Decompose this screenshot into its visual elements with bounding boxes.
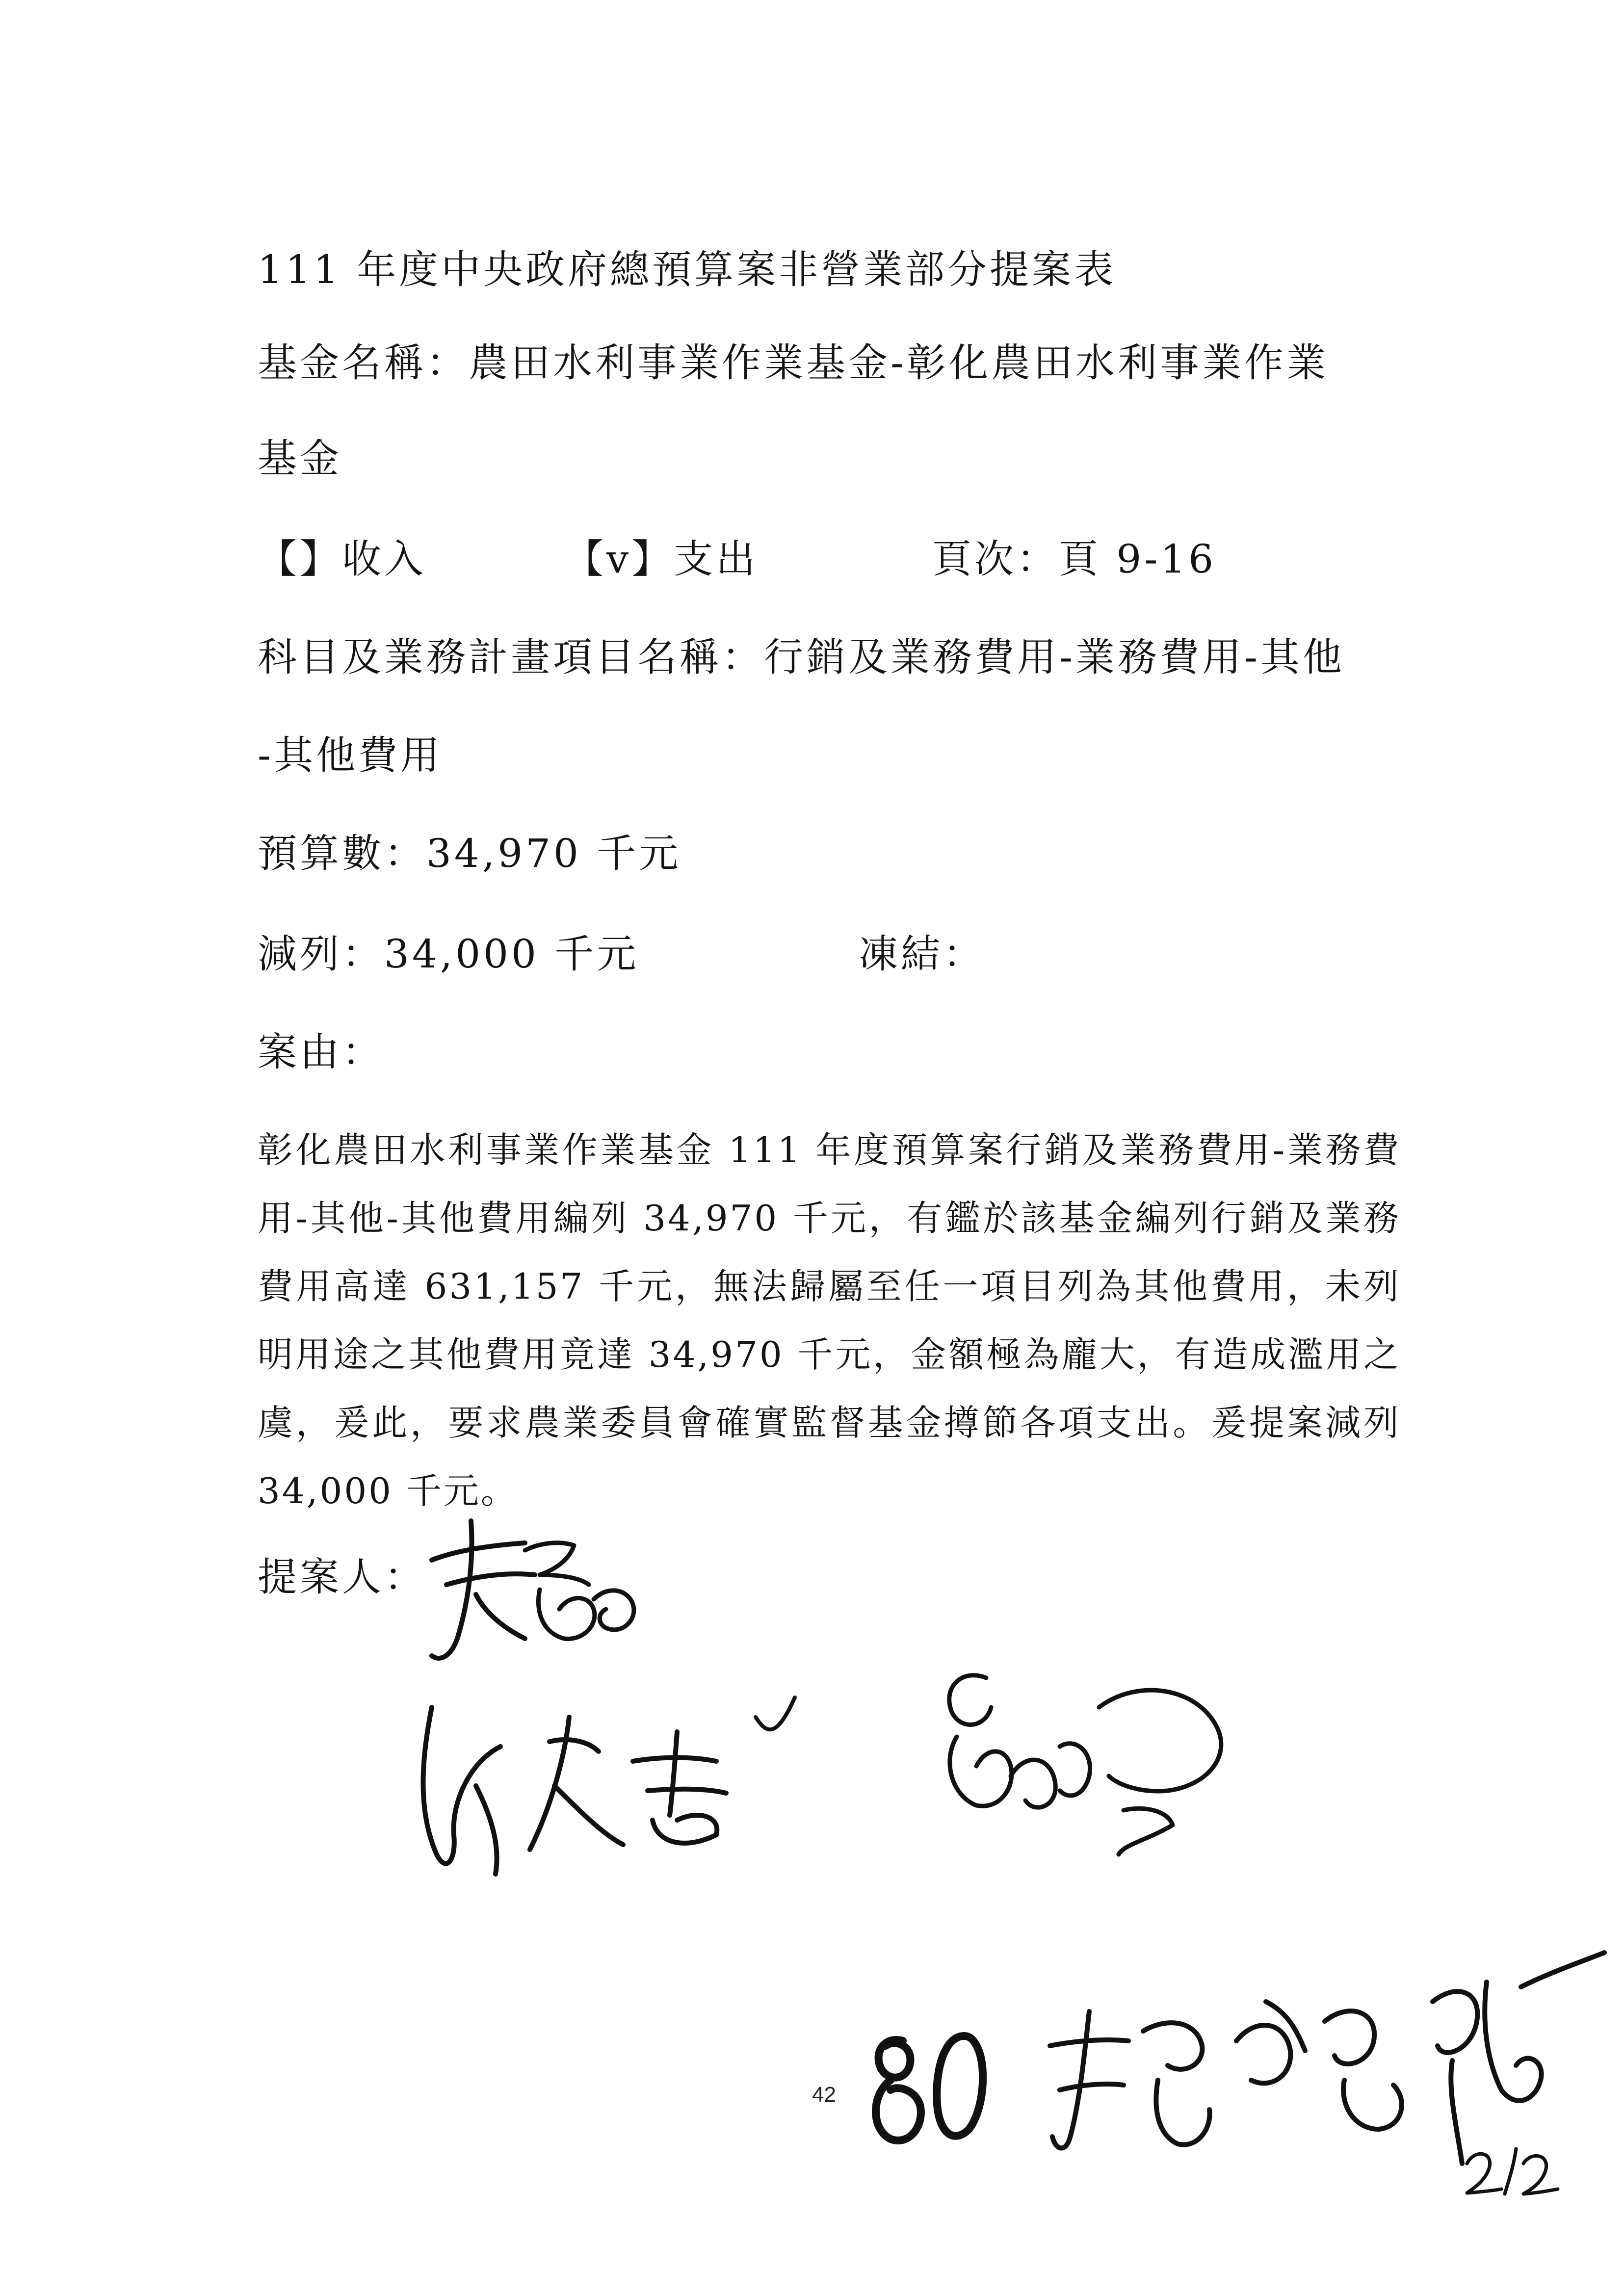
item-name-line2: -其他費用 [258, 732, 443, 778]
proposer-label: 提案人： [258, 1554, 426, 1600]
reason-label: 案由： [258, 1029, 384, 1075]
fund-name-line2: 基金 [258, 436, 342, 481]
item-name-line1: 科目及業務計畫項目名稱：行銷及業務費用-業務費用-其他 [258, 634, 1345, 680]
handwritten-number-80 [856, 2016, 1003, 2164]
budget-amount: 預算數：34,970 千元 [258, 831, 681, 876]
expense-checkbox: 【v】支出 [564, 536, 759, 582]
reason-text: 彰化農田水利事業作業基金 111 年度預算案行銷及業務費用-業務費用-其他-其他費用編列 34,970 千元，有鑑於該基金編列行銷及業務費用高達 631,157 千元，無法歸屬至任一項目列為其他費用，未列明用途之其他費用竟達 34,970 千元，金額極為龐大，有造成濫用之虞，爰此，要求農業委員會確實監督基金撙節各項支出。爰提案減列 34,000 千元。 [258, 1129, 1401, 1512]
reduction-amount: 減列：34,000 千元 [258, 931, 639, 977]
signature-1 [412, 1516, 648, 1678]
freeze-amount: 凍結： [859, 931, 985, 977]
income-checkbox: 【】收入 [258, 536, 426, 582]
page-number: 42 [812, 2083, 836, 2107]
form-title: 111 年度中央政府總預算案非營業部分提案表 [258, 247, 1117, 292]
fund-name-line1: 基金名稱：農田水利事業作業基金-彰化農田水利事業作業 [258, 340, 1329, 386]
handwritten-date [1460, 2139, 1563, 2203]
signature-3 [913, 1648, 1236, 1874]
signature-2 [402, 1688, 824, 1894]
page-reference: 頁次：頁 9-16 [932, 536, 1217, 582]
